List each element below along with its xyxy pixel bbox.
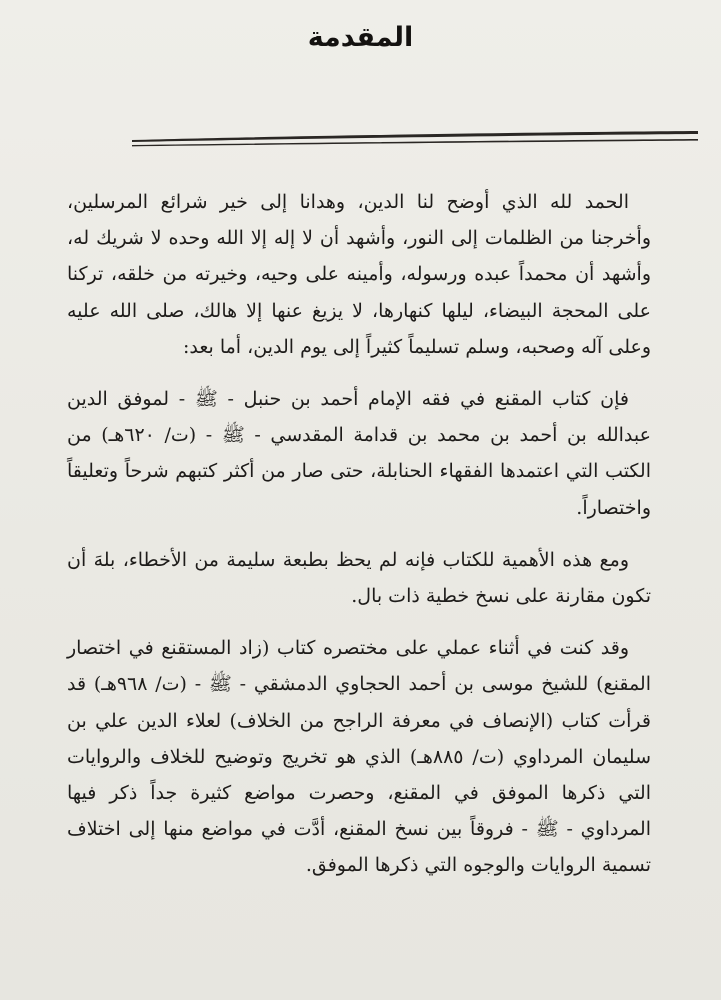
paragraph: الحمد لله الذي أوضح لنا الدين، وهدانا إلى خير شرائع المرسلين، وأخرجنا من الظلمات إلى النور، وأشهد أن لا إله إلا الله وحده لا شريك له، وأشهد أن محمداً عبده ورسوله، وأمينه على وحيه، وخيرته من خلقه، تركنا على المحجة البيضاء، ليلها كنهارها، لا يزيغ عنها إلا هالك، صلى الله عليه وعلى آله وصحبه، وسلم تسليماً كثيراً إلى يوم الدين، أما بعد: xyxy=(67,191,651,358)
paragraph: ومع هذه الأهمية للكتاب فإنه لم يحظ بطبعة سليمة من الأخطاء، بلهَ أن تكون مقارنة على نسخ خطية ذات بال. xyxy=(67,548,651,608)
paragraph: وقد كنت في أثناء عملي على مختصره كتاب (زاد المستقنع في اختصار المقنع) للشيخ موسى بن أحمد الحجاوي الدمشقي - ﷺ - (ت/ ٩٦٨هـ) قد قرأت كتاب (الإنصاف في معرفة الراجح من الخلاف) لعلاء الدين علي بن سليمان المرداوي (ت/ ٨٨٥هـ) الذي هو تخريج وتوضيح للخلاف والروايات التي ذكرها الموفق في المقنع، وحصرت مواضع كثيرة جداً ذكر فيها المرداوي - ﷺ - فروقاً بين نسخ المقنع، أدَّت في مواضع منها إلى اختلاف تسمية الروايات والوجوه التي ذكرها الموفق. xyxy=(67,637,651,877)
paragraph: فإن كتاب المقنع في فقه الإمام أحمد بن حنبل - ﷺ - لموفق الدين عبدالله بن أحمد بن محمد بن قدامة المقدسي - ﷺ - (ت/ ٦٢٠هـ) من الكتب التي اعتمدها الفقهاء الحنابلة، حتى صار من أكثر كتبهم شرحاً وتعليقاً واختصاراً. xyxy=(67,388,651,519)
heading-divider xyxy=(132,128,698,148)
introduction-body xyxy=(67,184,651,884)
chapter-heading: المقدمة xyxy=(307,22,414,53)
